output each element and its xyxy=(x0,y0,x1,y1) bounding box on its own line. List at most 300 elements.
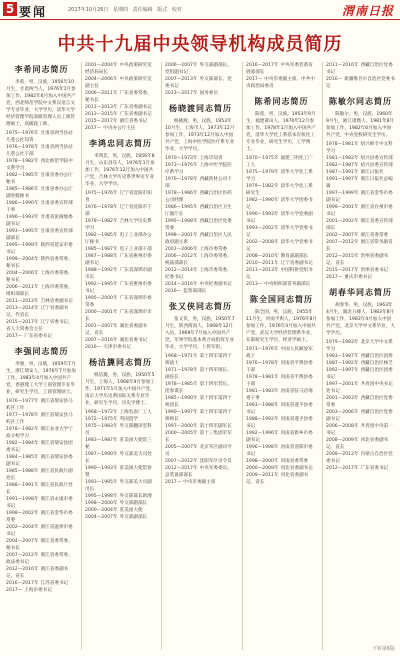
career-entry xyxy=(6,144,77,158)
career-entry xyxy=(326,395,395,409)
career-entry xyxy=(6,496,77,510)
career-entry xyxy=(85,344,156,351)
biography-intro: 李强，男，汉族，1959年7月生，浙江瑞安人，1976年7月参加工作，1983年4月加入中国共产党，香港理工大学工商管理专业毕业，研究生学历，工商管理硕士。 xyxy=(6,362,76,395)
career-position: 天津市委书记 xyxy=(103,345,131,350)
career-position: 湖北省委书记 xyxy=(119,338,148,343)
career-entry xyxy=(246,346,317,360)
career-years: 1992—1997年 xyxy=(326,368,359,373)
career-position: 河南省洛阳市委书记 xyxy=(246,445,313,457)
career-entry xyxy=(165,90,236,97)
career-entry xyxy=(165,267,236,281)
career-position: 第十四军副军长 xyxy=(199,424,232,429)
column-divider xyxy=(81,62,82,650)
biography-intro: 李希，男，汉族，1956年10月生，甘肃两当人，1976年1月参加工作，1982年6月加入中国共产党，西北师范学院中文系汉语言文学专业毕业，大学学历，清华大学经济管理学院高级管理人员工商管理硕士，高级政工师。 xyxy=(6,80,76,127)
career-position: 上海电表厂工人 xyxy=(119,410,152,415)
career-years: 2012—2017年 xyxy=(326,466,359,471)
career-years: 1982—1985年 xyxy=(6,173,39,178)
career-years: 2011—2016年 xyxy=(326,63,359,68)
section-title: 要闻 xyxy=(19,5,48,19)
career-entry xyxy=(85,125,156,132)
career-position: 浙江省常务副省长 xyxy=(326,240,393,252)
career-entry xyxy=(6,454,77,468)
career-years: 2007—2012年 xyxy=(165,459,198,464)
biography-intro: 李鸿忠，男，汉族，1956年8月生，山东昌乐人，1976年1月参加工作，1976年12月加入中国共产党，吉林大学历史系世界史专业毕业，大学学历。 xyxy=(85,154,155,187)
career-position: 第十四军第四十师团长 xyxy=(165,396,232,408)
career-years: 2012—2014年 xyxy=(165,268,198,273)
career-entry xyxy=(165,218,236,232)
career-entry xyxy=(326,155,395,162)
career-position: 甘肃省两当县站儿巷公社干部 xyxy=(6,145,73,157)
career-years: 1978—1986年 xyxy=(165,191,198,196)
career-years: 2016—2017年 xyxy=(246,63,279,68)
career-list xyxy=(165,155,236,295)
career-position: 浙江省委副书记、省长 xyxy=(6,567,69,579)
career-list xyxy=(246,62,317,90)
career-entry xyxy=(165,409,236,423)
career-years: 2000—2004年 xyxy=(85,508,118,513)
career-years: 1995—2000年 xyxy=(85,296,118,301)
career-position: 湖北省委副书记、省长 xyxy=(85,324,148,336)
career-years: 2011—2013年 xyxy=(6,299,39,304)
career-list xyxy=(326,339,395,472)
career-entry xyxy=(85,451,156,465)
biography-title: 陈希同志简历 xyxy=(254,97,309,106)
career-entry xyxy=(326,253,395,267)
career-years: 1990—1993年 xyxy=(85,466,118,471)
career-years: 1976—1977年 xyxy=(6,399,39,404)
career-entry xyxy=(246,458,317,465)
career-position: 新疆维吾尔自治区党委书记 xyxy=(326,77,395,89)
career-position: 国务委员 xyxy=(199,91,218,96)
career-position: 西藏自治区卫生厅副厅长 xyxy=(165,205,232,217)
career-position: 浙江省民政厅处长 xyxy=(6,483,73,495)
career-years: 1995—1998年 xyxy=(85,494,118,499)
career-entry xyxy=(85,295,156,309)
career-entry xyxy=(326,437,395,451)
career-position: 驻美国大使馆参赞 xyxy=(85,466,152,478)
career-position: 广东省委书记 xyxy=(24,334,52,339)
career-entry xyxy=(6,186,77,200)
career-position: 监察部部长 xyxy=(183,289,207,294)
career-years: 1990—1997年 xyxy=(165,410,198,415)
career-position: 北京军区副司令员 xyxy=(165,445,232,457)
biography-title: 杨洁篪同志简历 xyxy=(89,358,152,367)
career-years: 1986—1990年 xyxy=(6,201,39,206)
career-position: 浙江农业大学宁波分校学习 xyxy=(6,427,73,439)
career-years: 2006—2012年 xyxy=(165,254,198,259)
career-entry xyxy=(246,360,317,374)
career-years: 2015—2017年 xyxy=(85,119,118,124)
career-years: 1978—1982年 xyxy=(6,427,39,432)
career-years: 2007—2012年 xyxy=(6,553,39,558)
career-position: 广东省惠州市委书记 xyxy=(85,282,152,294)
career-position: 河北省委副书记、省长 xyxy=(326,438,389,450)
career-list xyxy=(165,62,236,97)
career-years: 1993—1995年 xyxy=(85,480,118,485)
career-years: 1985—1987年 xyxy=(85,247,118,252)
career-years: 1983—1987年 xyxy=(85,438,118,443)
career-entry xyxy=(246,416,317,430)
career-entry xyxy=(85,309,156,323)
career-years: 2013—2015年 xyxy=(85,112,118,117)
career-years: 2004—2006年 xyxy=(85,77,118,82)
career-entry xyxy=(6,426,77,440)
career-position: 西藏自治区党委常委 xyxy=(326,396,393,408)
biography-intro: 杨晓渡，男，汉族，1953年10月生，上海市人，1973年12月参加工作，1973年12月加入中国共产党，上海中医学院医疗系专业毕业，大学学历。 xyxy=(165,119,235,152)
career-entry xyxy=(6,412,77,426)
career-entry xyxy=(165,423,236,430)
career-years: 1985—1990年 xyxy=(165,396,198,401)
career-years: 1988—1992年 xyxy=(85,268,118,273)
career-entry xyxy=(326,360,395,367)
career-years: 1999—2001年 xyxy=(326,205,359,210)
career-entry xyxy=(326,239,395,253)
career-position: 教育部副部长 xyxy=(280,254,309,259)
career-position: 辽宁省委副书记 xyxy=(280,261,313,266)
career-position: 驻美国大使 xyxy=(119,508,143,513)
career-entry xyxy=(246,465,317,472)
career-position: 中国人民解放军战士 xyxy=(246,347,313,359)
career-years: 2016—2017年 xyxy=(6,581,39,586)
career-entry xyxy=(6,398,77,412)
career-years: 1985—1988年 xyxy=(6,469,39,474)
career-entry xyxy=(6,510,77,524)
career-years: 2001—2003年 xyxy=(326,396,359,401)
career-years: 2002—2004年 xyxy=(6,525,39,530)
career-entry xyxy=(246,183,317,197)
career-position: 西藏自治区林芝 xyxy=(360,361,393,366)
career-entry xyxy=(85,190,156,204)
career-years: 1976—1978年 xyxy=(246,361,279,366)
career-years: 2007—2016年 xyxy=(85,338,118,343)
career-entry xyxy=(165,444,236,458)
career-position: 浙江省委常委、秘书长 xyxy=(6,539,73,551)
biography-intro: 陈希，男，汉族，1953年9月生，福建莆田人，1970年12月参加工作，1978年1月加入中国共产党，清华大学化工系基本有机化工专业毕业，研究生学历，工学博士。 xyxy=(246,112,316,152)
career-position: 西藏自治区党委副书记 xyxy=(326,410,393,422)
career-years: 2016— xyxy=(326,77,343,82)
career-list xyxy=(85,409,156,521)
career-entry xyxy=(85,204,156,218)
career-years: 1995—1998年 xyxy=(165,219,198,224)
career-position: 吉林大学历史系学习 xyxy=(85,219,152,231)
career-position: 内蒙古自治区党委书记 xyxy=(326,452,393,464)
career-years: 2017— xyxy=(6,588,23,593)
biography xyxy=(6,64,77,340)
career-years: 2004—2007年 xyxy=(85,515,118,520)
career-entry xyxy=(6,270,77,284)
career-years: 2002—2007年 xyxy=(326,233,359,238)
career-entry xyxy=(246,388,317,402)
career-position: 甘肃省两当县站儿巷公社知青 xyxy=(6,131,73,143)
career-years: 1975—1976年 xyxy=(6,131,39,136)
career-entry xyxy=(6,256,77,270)
headline: 中共十九届中央领导机构成员简历 xyxy=(57,34,343,55)
career-entry xyxy=(85,323,156,337)
career-position: 广东省委副书记 xyxy=(119,105,152,110)
career-position: 上海市委常委 xyxy=(199,247,228,252)
career-years: 1987—1991年 xyxy=(326,170,359,175)
career-position: 电子工业部办公厅秘书 xyxy=(85,233,152,245)
career-years: 2013— xyxy=(246,282,263,287)
career-position: 甘肃省张掖地委副书记 xyxy=(6,215,73,227)
career-entry xyxy=(165,246,236,253)
career-entry xyxy=(6,298,77,305)
career-years: 1987—1990年 xyxy=(85,452,118,457)
career-entry xyxy=(326,381,395,395)
biography xyxy=(326,96,395,281)
career-years: 2006—2011年 xyxy=(6,285,39,290)
career-position: 西藏自治区党委常委 xyxy=(165,219,232,231)
career-years: 1981—1982年 xyxy=(326,156,359,161)
career-entry xyxy=(165,62,236,76)
career-entry xyxy=(246,239,317,253)
career-position: 浙江省瑞安县马屿区工作 xyxy=(6,399,73,411)
career-years: 2013—2014年 xyxy=(6,306,39,311)
career-position: 中央组织部常务副部长 xyxy=(264,282,311,287)
career-position: 河南省遂平县委书记 xyxy=(246,417,313,429)
career-entry xyxy=(85,218,156,232)
career-position: 浙江省台州市委书记 xyxy=(326,205,393,217)
career-position: 重庆市委书记 xyxy=(344,275,372,280)
career-years: 1973—1976年 xyxy=(246,347,279,352)
career-position: 广东省委书记 xyxy=(360,466,389,471)
career-entry xyxy=(326,353,395,360)
career-position: 第十四军排长、副连长 xyxy=(165,368,232,380)
career-years: 1998—2001年 xyxy=(165,233,198,238)
career-entry xyxy=(6,333,77,340)
career-position: 上海市委书记 xyxy=(24,588,52,593)
career-position: 浙江省温州市委书记 xyxy=(6,525,73,537)
career-entry xyxy=(246,155,317,169)
issue-meta xyxy=(68,6,185,13)
career-entry xyxy=(6,172,77,186)
column-divider xyxy=(242,62,243,650)
career-list xyxy=(326,62,395,90)
career-years: 1982—1985年 xyxy=(85,233,118,238)
career-entry xyxy=(6,566,77,580)
biography-intro: 陈敏尔，男，汉族，1960年9月生，浙江诸暨人，1981年8月参加工作，1982年6月加入中国共产党，中央党校研究生学历。 xyxy=(326,112,395,138)
biography xyxy=(6,346,77,594)
career-entry xyxy=(326,141,395,155)
career-entry xyxy=(326,339,395,353)
career-entry xyxy=(6,214,77,228)
career-entry xyxy=(326,204,395,218)
career-years: 2012—2017年 xyxy=(165,466,198,471)
career-position: 中央办公厅主任 xyxy=(103,126,136,131)
career-position: 浙江省瑞安县团委书记 xyxy=(6,441,73,453)
career-years: 2016— xyxy=(85,345,102,350)
career-entry xyxy=(6,130,77,144)
career-position: 浙江省永康市委书记 xyxy=(6,497,73,509)
career-years: 2017— xyxy=(246,77,263,82)
career-years: 2000—2001年 xyxy=(85,310,118,315)
career-years: 1991—1998年 xyxy=(6,497,39,502)
career-entry xyxy=(326,423,395,437)
career-years: 2006—2007年 xyxy=(165,63,198,68)
career-entry xyxy=(326,451,395,465)
paper-logo: 渭南日报 xyxy=(341,4,394,18)
career-entry xyxy=(6,482,77,496)
career-position: 外交部部长、党委书记 xyxy=(165,77,232,89)
career-position: 辽宁省委副书记、代省长 xyxy=(6,306,69,318)
career-entry xyxy=(165,353,236,367)
career-entry xyxy=(165,430,236,444)
biography-title: 陈敏尔同志简历 xyxy=(329,97,392,106)
career-years: 2004—2007年 xyxy=(6,539,39,544)
career-position: 清华大学党委书记 xyxy=(246,226,313,238)
career-entry xyxy=(246,472,317,486)
biography xyxy=(85,62,156,132)
column-divider xyxy=(161,62,162,650)
career-list xyxy=(165,353,236,486)
career-years: 2015—2017年 xyxy=(326,268,359,273)
biography xyxy=(246,96,317,288)
career-position: 电子工业部干部 xyxy=(119,247,152,252)
career-years: 1995—1999年 xyxy=(6,243,39,248)
career-years: 1977—1978年 xyxy=(6,413,39,418)
career-years: 2016— xyxy=(165,289,182,294)
career-entry xyxy=(165,176,236,190)
career-list xyxy=(85,190,156,351)
career-entry xyxy=(165,190,236,204)
career-entry xyxy=(165,253,236,267)
career-list xyxy=(246,155,317,288)
career-position: 辽宁省沈阳市知青 xyxy=(85,191,152,203)
career-entry xyxy=(85,465,156,479)
career-entry xyxy=(85,423,156,437)
career-entry xyxy=(246,281,317,288)
career-entry xyxy=(246,169,317,183)
career-entry xyxy=(246,430,317,444)
biography xyxy=(165,301,236,486)
header-rule xyxy=(0,19,400,20)
page-header xyxy=(0,0,400,20)
biography-intro: 陈全国，男，汉族，1955年11月生，河南平舆人，1976年8月参加工作，1976年4月加入中国共产党，武汉大学经济管理系毕业，在职研究生学历，经济学硕士。 xyxy=(246,310,317,343)
career-position: 上海市委常委、纪委书记 xyxy=(165,268,232,280)
career-position: 陕西省委常委、秘书长 xyxy=(6,257,73,269)
career-years: 1985—1986年 xyxy=(6,187,39,192)
career-years: 1993—1995年 xyxy=(6,229,39,234)
career-entry xyxy=(165,479,236,486)
career-years: 1984—1985年 xyxy=(6,455,39,460)
career-entry xyxy=(326,218,395,232)
career-position: 中央军委委员、总装备部部长 xyxy=(165,466,232,478)
career-entry xyxy=(165,367,236,381)
career-position: 广东省深圳市副市长 xyxy=(85,268,152,280)
career-entry xyxy=(85,76,156,90)
career-entry xyxy=(246,260,317,267)
career-position: 河南省平舆县委干部 xyxy=(246,375,313,387)
career-years: 1973—1976年 xyxy=(165,163,198,168)
continued-note: 下转第6版 xyxy=(371,646,395,652)
career-position: 西藏自治区团委书记 xyxy=(326,368,393,380)
career-years: 1978—1982年 xyxy=(85,219,118,224)
career-position: 贵州省委副书记、省长 xyxy=(326,254,389,266)
career-years: 1997—2001年 xyxy=(326,382,359,387)
biography xyxy=(85,357,156,521)
career-position: 河南省驻马店地委干事 xyxy=(246,389,313,401)
biography-intro: 胡春华，男，汉族，1963年4月生，湖北五峰人，1983年8月参加工作，1983年4月加入中国共产党，北京大学中文系毕业，大学学历。 xyxy=(326,303,395,336)
editor-label: 责任编辑 xyxy=(132,7,153,13)
career-years: 2000—2005年 xyxy=(165,431,198,436)
career-entry xyxy=(85,281,156,295)
career-years: 1976—1978年 xyxy=(85,205,118,210)
career-entry xyxy=(85,493,156,500)
biography-title: 杨晓渡同志简历 xyxy=(169,104,232,113)
career-years: 1988—1991年 xyxy=(6,483,39,488)
career-entry xyxy=(85,232,156,246)
career-entry xyxy=(246,402,317,416)
career-years: 2004—2006年 xyxy=(6,271,39,276)
career-years: 2001—2004年 xyxy=(85,63,118,68)
career-years: 1982—1990年 xyxy=(246,198,279,203)
career-years: 2012—2016年 xyxy=(6,567,39,572)
career-list xyxy=(85,62,156,132)
career-position: 外交部部长助理 xyxy=(119,494,152,499)
career-years: 1978—1985年 xyxy=(165,382,198,387)
career-entry xyxy=(246,374,317,388)
career-years: 1986—1995年 xyxy=(165,205,198,210)
career-entry xyxy=(246,444,317,458)
career-years: 1982—1984年 xyxy=(6,441,39,446)
career-entry xyxy=(85,337,156,344)
career-entry xyxy=(6,305,77,319)
career-years: 1968—1972年 xyxy=(85,410,118,415)
career-position: 广东省深圳市市长 xyxy=(85,310,152,322)
career-entry xyxy=(85,90,156,104)
career-position: 外交部美大司处长 xyxy=(85,452,152,464)
career-years: 1997—2000年 xyxy=(165,424,198,429)
career-position: 河南省遂平县委书记 xyxy=(246,403,313,415)
biography-title: 胡春华同志简历 xyxy=(329,288,392,297)
career-position: 上海市委常委、统战部部长 xyxy=(165,254,232,266)
career-position: 外交部翻译室科员 xyxy=(85,424,152,436)
career-entry xyxy=(6,468,77,482)
career-entry xyxy=(85,500,156,507)
career-position: 外交部副部长、党组副书记 xyxy=(165,63,232,75)
career-position: 甘肃省委宣传部副部长 xyxy=(6,229,73,241)
career-years: 1975—1979年 xyxy=(246,170,279,175)
career-years: 2012—2015年 xyxy=(326,254,359,259)
career-years: 2017— xyxy=(85,126,102,131)
career-entry xyxy=(165,458,236,465)
career-years: 2017— xyxy=(326,275,343,280)
career-position: 中央军委副主席 xyxy=(183,480,216,485)
career-entry xyxy=(6,552,77,566)
career-years: 1983—1987年 xyxy=(326,354,359,359)
career-position: 绍兴县委宣传部 xyxy=(360,163,393,168)
career-position: 西藏自治区医药公司经理 xyxy=(165,191,232,203)
career-position: 浙江省委常委、政法委书记 xyxy=(6,553,73,565)
career-years: 2011—2013年 xyxy=(246,268,279,273)
career-entry xyxy=(6,538,77,552)
career-position: 第十四军第四十师师长 xyxy=(165,410,232,422)
career-position: 沈阳军区司令员 xyxy=(199,459,232,464)
career-entry xyxy=(165,288,236,295)
career-entry xyxy=(85,253,156,267)
career-position: 绍兴县委宣传部 xyxy=(360,156,393,161)
career-entry xyxy=(246,76,317,90)
career-years: 1998—2000年 xyxy=(246,459,279,464)
career-years: 1970—1975年 xyxy=(246,156,279,161)
career-position: 绍兴师专中文科学习 xyxy=(326,142,393,154)
career-list xyxy=(6,130,77,340)
biography xyxy=(85,138,156,351)
career-years: 1978—1981年 xyxy=(326,142,359,147)
career-entry xyxy=(165,76,236,90)
career-position: 英国留学 xyxy=(119,417,138,422)
career-position: 广东省委常委、秘书长 xyxy=(85,91,152,103)
